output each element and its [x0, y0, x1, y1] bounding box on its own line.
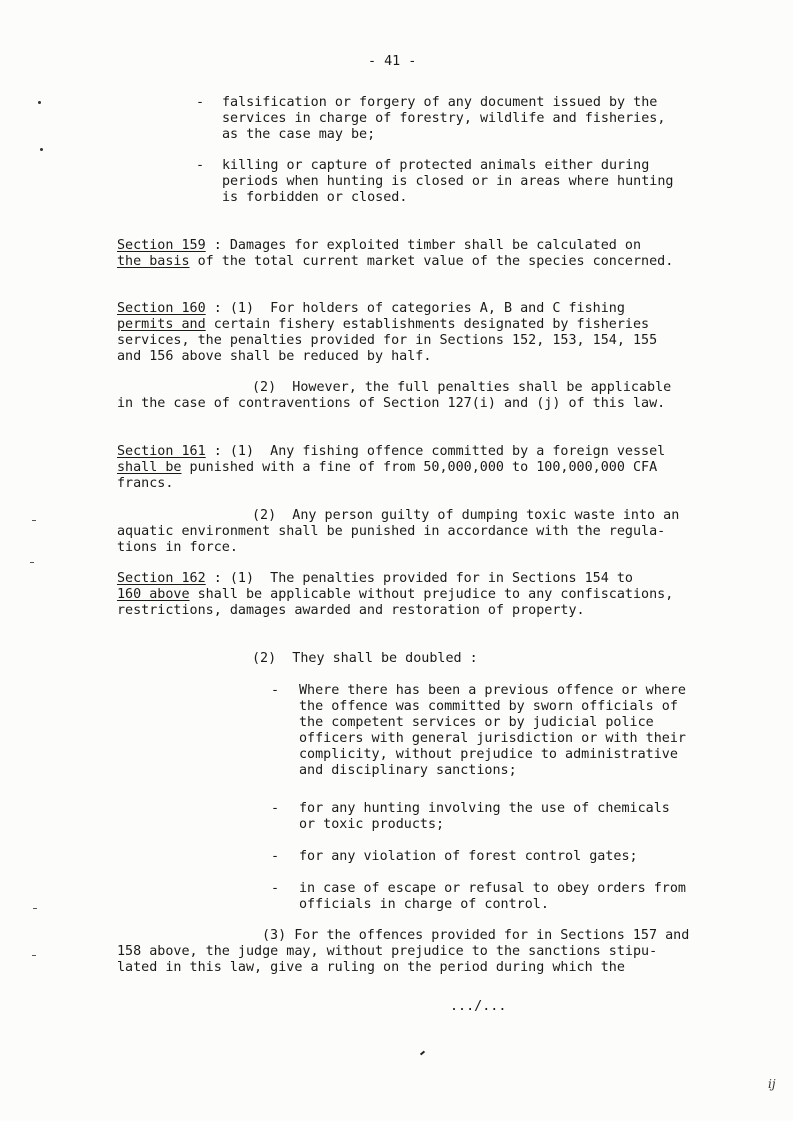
scan-mark	[38, 101, 41, 104]
section-line: (2) However, the full penalties shall be applicable	[252, 380, 672, 395]
section-line: (2) Any person guilty of dumping toxic waste into an	[252, 508, 680, 523]
list-item-line: and disciplinary sanctions;	[299, 763, 517, 778]
list-item-line: the offence was committed by sworn officials of	[299, 699, 678, 714]
section-text: : (1) For holders of categories A, B and C fishing	[205, 301, 625, 316]
bullet: -	[271, 801, 280, 816]
section-label: Section 162	[117, 571, 206, 586]
section-line: francs.	[117, 476, 174, 491]
section-line: (3) For the offences provided for in Sections 157 and	[262, 928, 690, 943]
list-item-line: for any violation of forest control gates;	[299, 849, 638, 864]
section-label: Section 160	[117, 301, 206, 316]
section-text: : (1) The penalties provided for in Sections 154 to	[205, 571, 633, 586]
list-item-line: for any hunting involving the use of chemicals	[299, 801, 670, 816]
section-line	[117, 254, 673, 270]
section-line: and 156 above shall be reduced by half.	[117, 349, 432, 364]
section-label: Section 159	[117, 238, 206, 253]
section-line	[117, 587, 673, 603]
list-item-line: services in charge of forestry, wildlife and fisheries,	[222, 111, 666, 126]
scan-mark	[32, 955, 36, 956]
list-item-line: is forbidden or closed.	[222, 190, 408, 205]
list-item-line: Where there has been a previous offence or where	[299, 683, 686, 698]
bullet: -	[196, 158, 205, 173]
list-item-line: in case of escape or refusal to obey orders from	[299, 881, 686, 896]
section-text: of the total current market value of the species concerned.	[189, 254, 674, 269]
list-item-line: officers with general jurisdiction or with their	[299, 731, 686, 746]
section-line: in the case of contraventions of Section 127(i) and (j) of this law.	[117, 396, 666, 411]
section-text: punished with a fine of from 50,000,000 to 100,000,000 CFA	[181, 460, 658, 475]
list-item-line: as the case may be;	[222, 127, 376, 142]
section-line	[117, 301, 625, 317]
section-line	[117, 571, 633, 587]
page-number: - 41 -	[368, 54, 417, 69]
section-line	[117, 444, 665, 460]
section-line: restrictions, damages awarded and restoration of property.	[117, 603, 585, 618]
scan-mark	[32, 520, 36, 521]
list-item-line: falsification or forgery of any document issued by the	[222, 95, 658, 110]
section-text: : (1) Any fishing offence committed by a foreign vessel	[205, 444, 666, 459]
section-text-underlined: 160 above	[117, 587, 190, 602]
section-text: certain fishery establishments designated by fisheries	[205, 317, 650, 332]
section-text-underlined: shall be	[117, 460, 182, 475]
list-item-line: the competent services or by judicial police	[299, 715, 654, 730]
list-item-line: or toxic products;	[299, 817, 445, 832]
scan-mark	[33, 908, 37, 909]
continuation-marker: .../...	[450, 999, 507, 1014]
list-item-line: complicity, without prejudice to administrative	[299, 747, 678, 762]
section-line: aquatic environment shall be punished in accordance with the regula-	[117, 524, 666, 539]
section-line: tions in force.	[117, 540, 238, 555]
list-item-line: officials in charge of control.	[299, 897, 549, 912]
list-item-line: killing or capture of protected animals either during	[222, 158, 650, 173]
section-line: 158 above, the judge may, without prejudice to the sanctions stipu-	[117, 944, 658, 959]
list-item-line: periods when hunting is closed or in areas where hunting	[222, 174, 674, 189]
section-line	[117, 238, 641, 254]
section-text: shall be applicable without prejudice to any confiscations,	[189, 587, 674, 602]
section-line: lated in this law, give a ruling on the period during which the	[117, 960, 625, 975]
section-text: : Damages for exploited timber shall be calculated on	[205, 238, 642, 253]
bullet: -	[271, 881, 280, 896]
scan-mark	[30, 562, 34, 563]
section-text-underlined: permits and	[117, 317, 206, 332]
section-line: services, the penalties provided for in Sections 152, 153, 154, 155	[117, 333, 658, 348]
section-line	[117, 460, 657, 476]
bullet: -	[271, 683, 280, 698]
corner-initials: ij	[768, 1077, 776, 1091]
scan-mark	[40, 148, 43, 151]
pen-mark	[420, 1051, 425, 1056]
section-line: (2) They shall be doubled :	[252, 651, 478, 666]
section-text-underlined: the basis	[117, 254, 190, 269]
section-line	[117, 317, 649, 333]
bullet: -	[196, 95, 205, 110]
section-label: Section 161	[117, 444, 206, 459]
bullet: -	[271, 849, 280, 864]
